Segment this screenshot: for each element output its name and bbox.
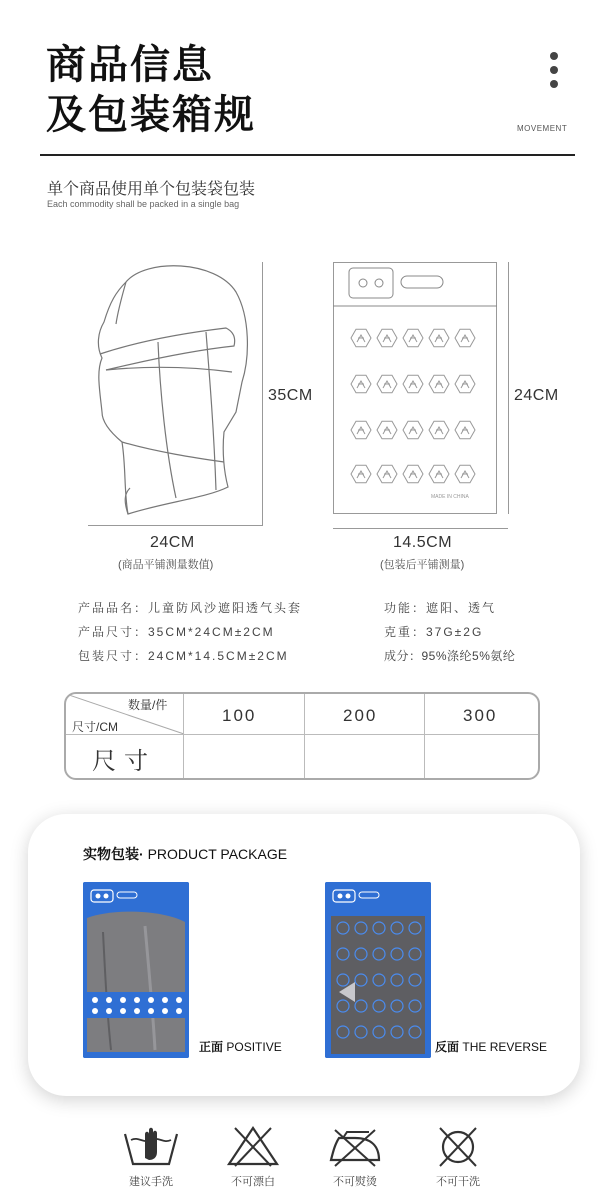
care-label: 不可漂白	[231, 1176, 275, 1188]
spec-product-size: 产品尺寸：35CM*24CM±2CM	[78, 625, 275, 639]
spec-function: 功能：遮阳、透气	[384, 601, 497, 615]
table-row-label: 尺寸	[92, 748, 156, 775]
divider	[40, 154, 575, 156]
package-width-label: 14.5CM	[393, 534, 453, 551]
table-col-divider	[424, 694, 425, 778]
care-label: 不可熨烫	[333, 1176, 377, 1188]
spec-weight: 克重：37G±2G	[384, 625, 484, 639]
package-front-photo	[83, 882, 189, 1058]
package-drawing	[333, 262, 497, 514]
spec-package-size: 包装尺寸：24CM*14.5CM±2CM	[78, 649, 289, 663]
care-label: 不可干洗	[436, 1176, 480, 1188]
product-package-card	[28, 814, 580, 1096]
spec-product-name: 产品品名：儿童防风沙遮阳透气头套	[78, 601, 303, 615]
spec-material: 成分：95%涤纶5%氨纶	[384, 649, 516, 663]
subtitle-en: Each commodity shall be packed in a single bag	[47, 199, 240, 209]
mask-note: (商品平铺测量数值)	[118, 559, 214, 571]
title-line-1: 商品信息	[46, 42, 214, 88]
made-in-label: MADE IN CHINA	[431, 494, 469, 500]
table-quantity-cell: 200	[343, 706, 378, 725]
table-col-divider	[183, 694, 184, 778]
table-quantity-cell: 100	[222, 706, 257, 725]
hand-wash-icon	[121, 1124, 181, 1173]
table-col-divider	[304, 694, 305, 778]
page-title	[46, 40, 256, 140]
care-label: 建议手洗	[129, 1176, 173, 1188]
table-quantity-cell: 300	[463, 706, 498, 725]
dimension-line	[333, 528, 508, 529]
package-back-photo	[325, 882, 431, 1058]
table-header-quantity: 数量/件	[128, 698, 168, 712]
front-caption	[199, 1038, 282, 1055]
no-bleach-icon	[223, 1124, 283, 1173]
back-caption-en: THE REVERSE	[462, 1040, 548, 1054]
package-note: (包装后平铺测量)	[380, 559, 465, 571]
package-section-title	[83, 844, 287, 864]
front-caption-cn: 正面	[199, 1040, 224, 1054]
package-height-label: 24CM	[514, 387, 559, 404]
subtitle-cn: 单个商品使用单个包装袋包装	[47, 181, 256, 198]
more-options-icon[interactable]	[550, 52, 560, 94]
dimension-line	[508, 262, 509, 514]
no-iron-icon	[325, 1124, 385, 1173]
back-caption-cn: 反面	[435, 1040, 460, 1054]
back-caption	[435, 1038, 547, 1055]
mask-width-label: 24CM	[150, 534, 195, 551]
package-title-cn: 实物包装·	[83, 846, 144, 862]
table-row-divider	[66, 734, 538, 735]
brand-label: MOVEMENT	[517, 124, 568, 133]
mask-height-label: 35CM	[268, 387, 313, 404]
balaclava-drawing	[66, 262, 256, 524]
title-line-2: 及包装箱规	[46, 92, 256, 138]
package-title-en: PRODUCT PACKAGE	[147, 846, 288, 862]
no-dry-clean-icon	[428, 1124, 488, 1173]
front-caption-en: POSITIVE	[226, 1040, 282, 1054]
carton-size-table	[64, 692, 540, 780]
table-header-size: 尺寸/CM	[72, 720, 118, 734]
